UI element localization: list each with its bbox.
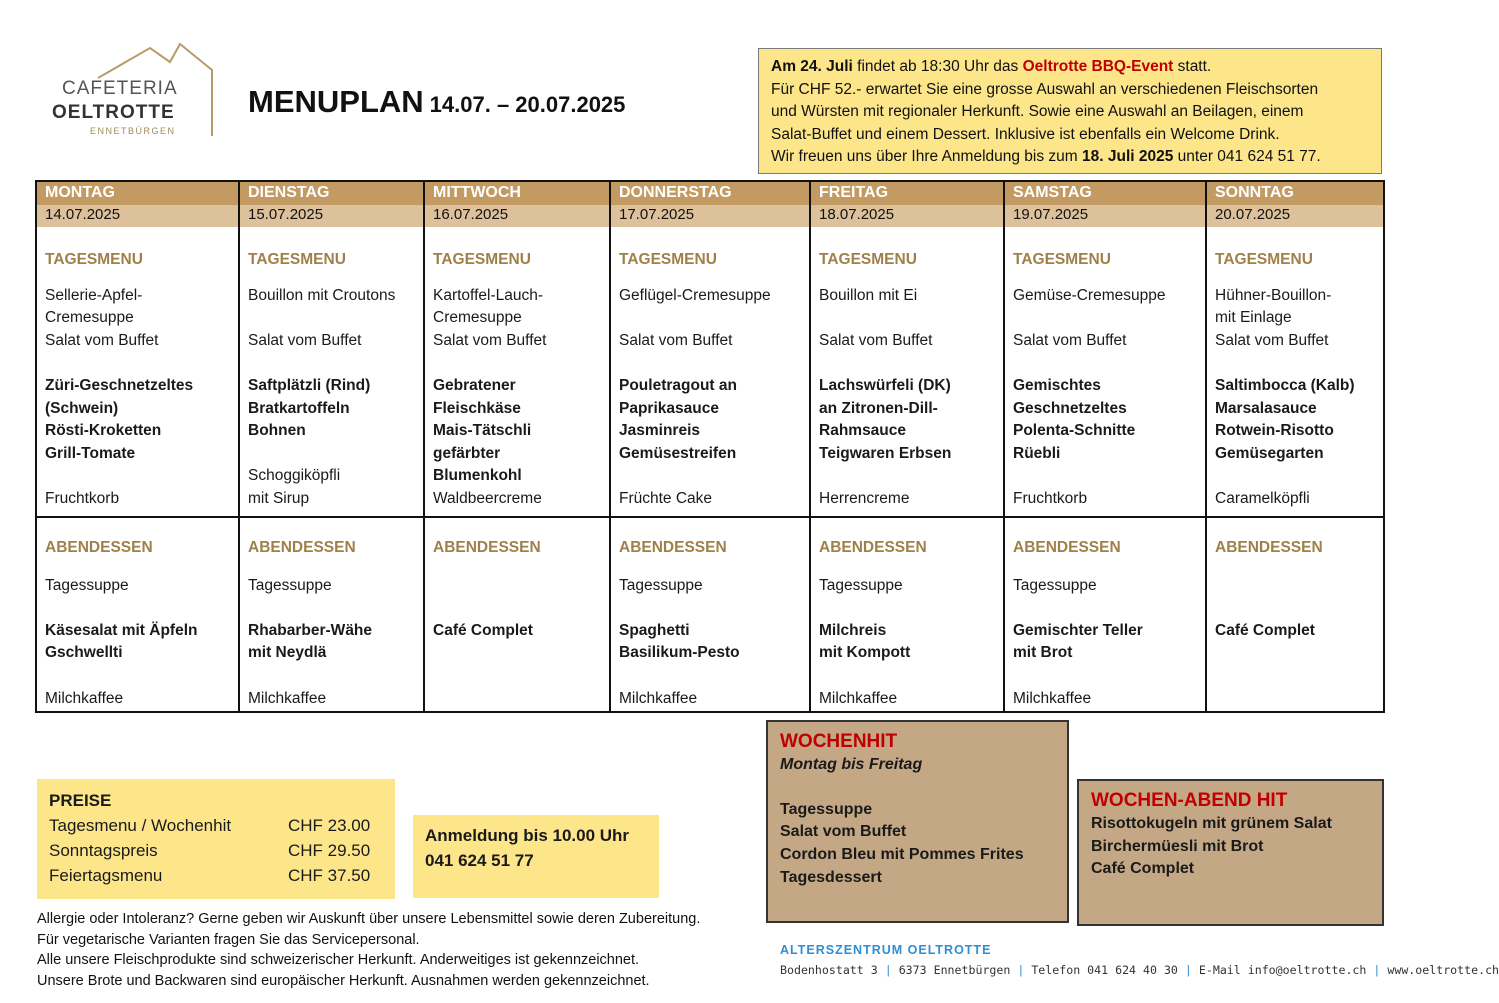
soup-line bbox=[819, 307, 997, 330]
day-date: 16.07.2025 bbox=[424, 205, 610, 227]
dessert-line: Waldbeercreme bbox=[433, 489, 542, 507]
dinner-content bbox=[619, 537, 803, 710]
footer-separator: | bbox=[1373, 963, 1381, 977]
bbq-line-5 bbox=[771, 146, 1369, 169]
registration-phone: 041 624 51 77 bbox=[425, 851, 534, 870]
main-dish-line: Rösti-Kroketten bbox=[45, 422, 162, 440]
weekly-menu-table bbox=[35, 180, 1385, 713]
dessert-line: Fruchtkorb bbox=[45, 489, 120, 507]
spacer bbox=[45, 597, 232, 620]
evening-hit-box bbox=[1077, 779, 1384, 926]
note-line: Allergie oder Intoleranz? Gerne geben wir Auskunft über unsere Lebensmittel sowie deren Zubereitung. bbox=[37, 911, 701, 927]
day-date: 19.07.2025 bbox=[1004, 205, 1206, 227]
soup-line: Cremesuppe bbox=[433, 309, 522, 327]
spacer bbox=[433, 597, 603, 620]
main-dish-line: Rahmsauce bbox=[819, 422, 907, 440]
dessert-line: Früchte Cake bbox=[619, 489, 713, 507]
main-dish-line: (Schwein) bbox=[45, 399, 119, 417]
lunch-section-label: TAGESMENU bbox=[433, 251, 531, 268]
main-dish-line: Saltimbocca (Kalb) bbox=[1215, 376, 1355, 394]
weekly-hit-item: Salat vom Buffet bbox=[780, 823, 907, 841]
soup-line: Hühner-Bouillon- bbox=[1215, 286, 1332, 304]
bbq-line-3: und Würsten mit regionaler Herkunft. Sowie eine Auswahl an Beilagen, einem bbox=[771, 103, 1304, 120]
weekly-hit-box bbox=[766, 720, 1069, 923]
price-name: Feiertagsmenu bbox=[49, 866, 163, 885]
dinner-content bbox=[45, 537, 232, 710]
main-dish-line: Polenta-Schnitte bbox=[1013, 422, 1136, 440]
dinner-drink-line: Milchkaffee bbox=[819, 689, 898, 707]
dinner-content bbox=[248, 537, 417, 710]
day-date: 20.07.2025 bbox=[1206, 205, 1384, 227]
lunch-section-label: TAGESMENU bbox=[1215, 251, 1313, 268]
dessert-line bbox=[619, 465, 803, 488]
dinner-section-label: ABENDESSEN bbox=[1013, 539, 1121, 556]
dinner-soup-line bbox=[433, 575, 603, 598]
main-dish-line: gefärbter bbox=[433, 444, 501, 462]
dinner-section-label: ABENDESSEN bbox=[433, 539, 541, 556]
dinner-main-line: mit Neydlä bbox=[248, 644, 327, 662]
weekly-hit-items bbox=[780, 799, 1055, 890]
bbq-signup-text: Wir freuen uns über Ihre Anmeldung bis zum bbox=[771, 148, 1083, 165]
salad-line: Salat vom Buffet bbox=[45, 331, 159, 349]
spacer bbox=[248, 597, 417, 620]
spacer bbox=[1013, 352, 1199, 375]
weekly-hit-subtitle: Montag bis Freitag bbox=[780, 755, 923, 773]
main-dish-line: Züri-Geschnetzeltes bbox=[45, 376, 194, 394]
evening-hit-item: Café Complet bbox=[1091, 860, 1195, 878]
weekly-hit-item: Tagessuppe bbox=[780, 800, 873, 818]
main-dish-line: Grill-Tomate bbox=[45, 444, 136, 462]
dinner-main-line: Basilikum-Pesto bbox=[619, 644, 740, 662]
price-row bbox=[49, 863, 383, 888]
dinner-main-line: Käsesalat mit Äpfeln bbox=[45, 621, 198, 639]
day-name: SAMSTAG bbox=[1004, 181, 1206, 205]
main-dish-line: Rüebli bbox=[1013, 444, 1061, 462]
weekly-hit-item: Cordon Bleu mit Pommes Frites bbox=[780, 846, 1024, 864]
dinner-main-line: mit Brot bbox=[1013, 644, 1073, 662]
dinner-drink-line bbox=[433, 688, 603, 711]
spacer bbox=[1215, 665, 1377, 688]
lunch-cell bbox=[239, 227, 424, 517]
bbq-line-2: Für CHF 52.- erwartet Sie eine grosse Auswahl an verschiedenen Fleischsorten bbox=[771, 80, 1319, 98]
salad-line: Salat vom Buffet bbox=[819, 331, 933, 349]
main-dish-line: Rotwein-Risotto bbox=[1215, 422, 1334, 440]
main-dish-line: Mais-Tätschli bbox=[433, 422, 532, 440]
salad-line: Salat vom Buffet bbox=[248, 331, 362, 349]
dessert-line: Caramelköpfli bbox=[1215, 489, 1310, 507]
price-name: Tagesmenu / Wochenhit bbox=[49, 816, 232, 835]
dinner-section-label: ABENDESSEN bbox=[819, 539, 927, 556]
main-dish-line: Marsalasauce bbox=[1215, 399, 1317, 417]
day-header-row bbox=[36, 181, 1384, 205]
dinner-main-line: Gemischter Teller bbox=[1013, 621, 1143, 639]
spacer bbox=[45, 352, 232, 375]
dinner-cell bbox=[810, 517, 1004, 712]
spacer bbox=[433, 352, 603, 375]
main-dish-line: Lachswürfeli (DK) bbox=[819, 376, 951, 394]
footer-street: Bodenhostatt 3 bbox=[780, 963, 878, 977]
bbq-event-notice bbox=[758, 48, 1382, 174]
logo-line-cafeteria: CAFETERIA bbox=[62, 78, 178, 99]
dessert-line bbox=[45, 465, 232, 488]
lunch-content bbox=[1215, 249, 1377, 511]
note-line: Unsere Brote und Backwaren sind europäischer Herkunft. Ausnahmen werden gekennzeichnet. bbox=[37, 972, 650, 989]
day-date: 18.07.2025 bbox=[810, 205, 1004, 227]
dessert-line: Herrencreme bbox=[819, 489, 910, 507]
dinner-section-label: ABENDESSEN bbox=[248, 539, 356, 556]
bbq-line-1 bbox=[771, 56, 1369, 79]
main-dish-line: Gemüsestreifen bbox=[619, 444, 737, 462]
soup-line: Kartoffel-Lauch- bbox=[433, 286, 543, 304]
main-dish-line: Blumenkohl bbox=[433, 467, 522, 485]
dinner-main-line: Milchreis bbox=[819, 621, 887, 639]
dinner-content bbox=[433, 537, 603, 710]
dinner-soup-line: Tagessuppe bbox=[248, 576, 332, 594]
salad-line: Salat vom Buffet bbox=[1013, 331, 1127, 349]
spacer bbox=[248, 352, 417, 375]
note-line: Für vegetarische Varianten fragen Sie das Servicepersonal. bbox=[37, 931, 420, 948]
day-name: DIENSTAG bbox=[239, 181, 424, 205]
dinner-content bbox=[819, 537, 997, 710]
cafeteria-logo bbox=[50, 40, 220, 140]
soup-line bbox=[248, 307, 417, 330]
spacer bbox=[819, 665, 997, 688]
lunch-section-label: TAGESMENU bbox=[1013, 251, 1111, 268]
day-name: FREITAG bbox=[810, 181, 1004, 205]
prices-box bbox=[37, 779, 395, 899]
footer-email-link[interactable]: E-Mail info@oeltrotte.ch bbox=[1198, 963, 1367, 977]
day-date: 17.07.2025 bbox=[610, 205, 810, 227]
dessert-line bbox=[1013, 465, 1199, 488]
date-row bbox=[36, 205, 1384, 227]
evening-hit-title: WOCHEN-ABEND HIT bbox=[1091, 790, 1288, 811]
dinner-soup-line: Tagessuppe bbox=[45, 576, 129, 594]
main-dish-line: Gemischtes bbox=[1013, 376, 1101, 394]
bbq-signup-phone: unter 041 624 51 77. bbox=[1173, 148, 1321, 165]
main-dish-line: Paprikasauce bbox=[619, 399, 719, 417]
footer-phone: Telefon 041 624 40 30 bbox=[1031, 963, 1178, 977]
dinner-section-label: ABENDESSEN bbox=[619, 539, 727, 556]
dinner-soup-line bbox=[1215, 575, 1377, 598]
title-main: MENUPLAN bbox=[248, 84, 424, 119]
day-name: SONNTAG bbox=[1206, 181, 1384, 205]
spacer bbox=[1013, 597, 1199, 620]
dinner-main-line: Café Complet bbox=[1215, 621, 1315, 639]
dinner-section-label: ABENDESSEN bbox=[1215, 539, 1323, 556]
soup-line: Bouillon mit Ei bbox=[819, 286, 918, 304]
main-dish-line: Fleischkäse bbox=[433, 399, 521, 417]
spacer bbox=[619, 665, 803, 688]
dinner-cell bbox=[1206, 517, 1384, 712]
day-date: 15.07.2025 bbox=[239, 205, 424, 227]
main-dish-line: Saftplätzli (Rind) bbox=[248, 376, 371, 394]
bbq-date: Am 24. Juli bbox=[771, 58, 853, 75]
dinner-main-line bbox=[433, 642, 603, 665]
dinner-section-label: ABENDESSEN bbox=[45, 539, 153, 556]
dinner-main-line: Rhabarber-Wähe bbox=[248, 621, 373, 639]
dinner-soup-line: Tagessuppe bbox=[619, 576, 703, 594]
price-value: CHF 23.00 bbox=[288, 816, 371, 835]
day-name: MONTAG bbox=[36, 181, 239, 205]
dinner-drink-line bbox=[1215, 688, 1377, 711]
price-name: Sonntagspreis bbox=[49, 841, 158, 860]
footer-website-link[interactable]: www.oeltrotte.ch bbox=[1387, 963, 1499, 977]
dinner-main-line: mit Kompott bbox=[819, 644, 911, 662]
lunch-cell bbox=[424, 227, 610, 517]
dessert-line: Fruchtkorb bbox=[1013, 489, 1088, 507]
main-dish-line: Pouletragout an bbox=[619, 376, 737, 394]
soup-line: Gemüse-Cremesuppe bbox=[1013, 286, 1166, 304]
lunch-cell bbox=[36, 227, 239, 517]
soup-line: Bouillon mit Croutons bbox=[248, 286, 396, 304]
soup-line: Geflügel-Cremesuppe bbox=[619, 286, 771, 304]
main-dish-line: Jasminreis bbox=[619, 422, 700, 440]
dinner-drink-line: Milchkaffee bbox=[619, 689, 698, 707]
dessert-line bbox=[1215, 465, 1377, 488]
price-value: CHF 37.50 bbox=[288, 866, 371, 885]
day-name: DONNERSTAG bbox=[610, 181, 810, 205]
prices-heading: PREISE bbox=[49, 791, 112, 810]
lunch-content bbox=[819, 249, 997, 511]
bbq-signup-deadline: 18. Juli 2025 bbox=[1082, 148, 1174, 165]
dinner-cell bbox=[36, 517, 239, 712]
lunch-cell bbox=[810, 227, 1004, 517]
main-dish-line: Teigwaren Erbsen bbox=[819, 444, 952, 462]
lunch-section-label: TAGESMENU bbox=[819, 251, 917, 268]
footer-address bbox=[780, 963, 1499, 977]
dinner-row bbox=[36, 517, 1384, 712]
allergy-notes bbox=[37, 909, 757, 991]
registration-deadline: Anmeldung bis 10.00 Uhr bbox=[425, 826, 630, 845]
soup-line bbox=[619, 307, 803, 330]
bbq-event-name: Oeltrotte BBQ-Event bbox=[1022, 58, 1174, 75]
dinner-drink-line: Milchkaffee bbox=[1013, 689, 1092, 707]
spacer bbox=[248, 665, 417, 688]
bbq-line-4: Salat-Buffet und einem Dessert. Inklusive ist ebenfalls ein Welcome Drink. bbox=[771, 125, 1280, 143]
spacer bbox=[819, 352, 997, 375]
note-line: Alle unsere Fleischprodukte sind schweizerischer Herkunft. Anderweitiges ist gekennzeichnet. bbox=[37, 952, 640, 968]
footer-separator: | bbox=[884, 963, 892, 977]
soup-line bbox=[1013, 307, 1199, 330]
lunch-cell bbox=[1004, 227, 1206, 517]
spacer bbox=[819, 597, 997, 620]
footer-separator: | bbox=[1017, 963, 1025, 977]
day-name: MITTWOCH bbox=[424, 181, 610, 205]
dessert-line: Schoggiköpfli bbox=[248, 467, 341, 485]
footer-organization: ALTERSZENTRUM OELTROTTE bbox=[780, 943, 992, 957]
dinner-main-line: Gschwellti bbox=[45, 644, 123, 662]
spacer bbox=[1215, 597, 1377, 620]
dinner-cell bbox=[424, 517, 610, 712]
bbq-text-end: statt. bbox=[1173, 58, 1212, 75]
salad-line: Salat vom Buffet bbox=[619, 331, 733, 349]
day-date: 14.07.2025 bbox=[36, 205, 239, 227]
main-dish-line: Gemüsegarten bbox=[1215, 444, 1324, 462]
soup-line: Sellerie-Apfel- bbox=[45, 286, 143, 304]
dinner-drink-line: Milchkaffee bbox=[45, 689, 124, 707]
footer-city: 6373 Ennetbürgen bbox=[898, 963, 1011, 977]
spacer bbox=[45, 665, 232, 688]
soup-line: mit Einlage bbox=[1215, 309, 1292, 327]
price-value: CHF 29.50 bbox=[288, 841, 371, 860]
bbq-text: findet ab 18:30 Uhr das bbox=[852, 58, 1023, 75]
main-dish-line: Bohnen bbox=[248, 422, 306, 440]
lunch-content bbox=[433, 249, 603, 511]
spacer bbox=[1013, 665, 1199, 688]
dinner-soup-line: Tagessuppe bbox=[1013, 576, 1097, 594]
title-date-range: 14.07. – 20.07.2025 bbox=[429, 92, 626, 117]
dinner-main-line: Spaghetti bbox=[619, 621, 690, 639]
spacer bbox=[1215, 352, 1377, 375]
footer-separator: | bbox=[1184, 963, 1192, 977]
dessert-line bbox=[819, 465, 997, 488]
main-dish-line: Geschnetzeltes bbox=[1013, 399, 1127, 417]
footer bbox=[780, 943, 1499, 977]
dinner-cell bbox=[1004, 517, 1206, 712]
main-dish-line: an Zitronen-Dill- bbox=[819, 399, 938, 417]
dinner-content bbox=[1215, 537, 1377, 710]
salad-line: Salat vom Buffet bbox=[433, 331, 547, 349]
lunch-section-label: TAGESMENU bbox=[248, 251, 346, 268]
logo-line-oeltrotte: OELTROTTE bbox=[52, 102, 175, 123]
weekly-hit-title: WOCHENHIT bbox=[780, 731, 898, 752]
dinner-main-line: Café Complet bbox=[433, 621, 533, 639]
dinner-cell bbox=[239, 517, 424, 712]
lunch-cell bbox=[1206, 227, 1384, 517]
logo-line-ennetbuergen: ENNETBÜRGEN bbox=[90, 126, 176, 136]
lunch-row bbox=[36, 227, 1384, 517]
dinner-content bbox=[1013, 537, 1199, 710]
salad-line: Salat vom Buffet bbox=[1215, 331, 1329, 349]
lunch-cell bbox=[610, 227, 810, 517]
price-row bbox=[49, 838, 383, 863]
main-dish-line bbox=[248, 443, 417, 466]
lunch-section-label: TAGESMENU bbox=[45, 251, 143, 268]
evening-hit-items bbox=[1091, 813, 1370, 881]
dinner-main-line bbox=[1215, 642, 1377, 665]
spacer bbox=[433, 665, 603, 688]
price-row bbox=[49, 813, 383, 838]
dinner-cell bbox=[610, 517, 810, 712]
dinner-soup-line: Tagessuppe bbox=[819, 576, 903, 594]
lunch-content bbox=[45, 249, 232, 511]
dinner-drink-line: Milchkaffee bbox=[248, 689, 327, 707]
spacer bbox=[619, 597, 803, 620]
main-dish-line: Bratkartoffeln bbox=[248, 399, 350, 417]
lunch-content bbox=[1013, 249, 1199, 511]
evening-hit-item: Risottokugeln mit grünem Salat bbox=[1091, 814, 1332, 832]
evening-hit-item: Birchermüesli mit Brot bbox=[1091, 837, 1264, 855]
soup-line: Cremesuppe bbox=[45, 309, 134, 327]
main-dish-line: Gebratener bbox=[433, 376, 516, 394]
lunch-section-label: TAGESMENU bbox=[619, 251, 717, 268]
lunch-content bbox=[619, 249, 803, 511]
page-title bbox=[248, 84, 625, 120]
weekly-hit-item: Tagesdessert bbox=[780, 868, 882, 886]
dessert-line: mit Sirup bbox=[248, 489, 310, 507]
lunch-content bbox=[248, 249, 417, 511]
spacer bbox=[619, 352, 803, 375]
registration-box bbox=[413, 815, 659, 898]
